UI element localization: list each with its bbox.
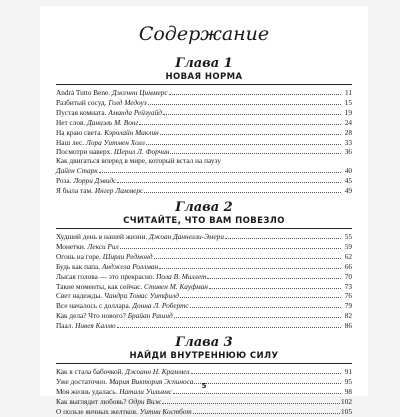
chapter-header	[40, 335, 368, 362]
chapter-label: Глава 1	[175, 56, 233, 71]
chapter-divider	[56, 84, 352, 85]
entry-title: Andrà Tutto Bene.	[56, 88, 111, 97]
toc-entry[interactable]	[56, 272, 352, 282]
toc-entry[interactable]	[56, 88, 352, 98]
chapter-divider	[56, 363, 352, 364]
entry-page: 28	[344, 127, 352, 137]
toc-entry[interactable]	[56, 118, 352, 128]
toc-entry[interactable]	[56, 232, 352, 242]
entry-title: Посмотри наверх.	[56, 147, 113, 157]
entry-page: 62	[344, 251, 352, 261]
entry-list	[56, 88, 352, 196]
entry-title: Огонь на горе.	[56, 251, 101, 261]
toc-entry[interactable]	[56, 321, 352, 331]
leader-dots	[193, 407, 340, 414]
entry-title: На краю света.	[56, 127, 103, 137]
entry-page: 95	[344, 376, 352, 386]
toc-title: Содержание	[138, 23, 270, 45]
leader-dots	[209, 282, 341, 289]
toc-entry[interactable]	[56, 252, 352, 262]
entry-author: Лекси Рил	[87, 241, 119, 251]
entry-title: Свет надежды.	[56, 291, 103, 301]
entry-page: 24	[344, 117, 352, 127]
leader-dots	[148, 98, 341, 105]
leader-dots	[120, 242, 341, 249]
toc-entry[interactable]	[56, 311, 352, 321]
entry-page: 76	[344, 291, 352, 301]
entry-author: Натали Уильямс	[119, 386, 173, 396]
leader-dots	[117, 321, 341, 328]
leader-dots	[117, 176, 341, 183]
toc-entry[interactable]	[56, 98, 352, 108]
entry-author: Стивен М. Кауфман	[143, 281, 208, 291]
entry-title: Роза.	[56, 176, 72, 186]
entry-page: 105	[341, 406, 352, 416]
book-page	[40, 6, 368, 416]
entry-title: Разбитый сосуд.	[56, 97, 107, 107]
toc-entry[interactable]	[56, 407, 352, 417]
entry-title: Такие моменты, как сейчас.	[56, 281, 143, 291]
entry-author: Лорри Дэвидс	[73, 176, 117, 186]
entry-page: 33	[344, 137, 352, 147]
entry-title: Как я стала бабочкой.	[56, 367, 124, 377]
page-number: 5	[201, 382, 207, 390]
toc-entry[interactable]	[56, 186, 352, 196]
entry-author: Джоанн Н. Краммел	[125, 367, 190, 377]
entry-author: Пола В. Миллет	[156, 271, 207, 281]
leader-dots	[191, 367, 342, 374]
entry-page: 40	[344, 166, 352, 176]
entry-title: Уже достаточно.	[56, 376, 108, 386]
entry-title: Пустая комната.	[56, 107, 107, 117]
entry-page: 45	[344, 176, 352, 186]
entry-page: 15	[344, 97, 352, 107]
toc-entry[interactable]	[56, 291, 352, 301]
entry-page: 82	[344, 311, 352, 321]
leader-dots	[159, 262, 341, 269]
entry-title: Я была там.	[56, 186, 93, 196]
entry-list	[56, 367, 352, 417]
entry-page: 11	[344, 88, 352, 97]
leader-dots	[154, 252, 341, 259]
entry-author: Чандра Томас Уитфилд	[103, 291, 179, 301]
toc-entry[interactable]	[56, 108, 352, 118]
entry-author: Ширли Редмонд	[102, 251, 153, 261]
chapter-name: СЧИТАЙТЕ, ЧТО ВАМ ПОВЕЗЛО	[123, 215, 285, 226]
chapter-header	[40, 56, 368, 83]
entry-author: Донна Л. Робертс	[132, 301, 189, 311]
toc-entry[interactable]	[56, 262, 352, 272]
entry-list	[56, 232, 352, 331]
entry-title: Как дела? Что нового?	[56, 311, 126, 321]
leader-dots	[99, 166, 341, 173]
entry-page: 79	[344, 301, 352, 311]
chapter-name: НАЙДИ ВНУТРЕННЮЮ СИЛУ	[129, 351, 279, 362]
entry-title: Наш лес.	[56, 137, 85, 147]
leader-dots	[180, 291, 341, 298]
toc-entry[interactable]	[56, 367, 352, 377]
entry-title: Моя жизнь удалась.	[56, 386, 118, 396]
entry-author: Шерил Л. Форчин	[113, 147, 170, 157]
entry-author: Нивея Калмо	[75, 321, 116, 331]
entry-title: Все началось с доллара.	[56, 301, 131, 311]
entry-author: Брайан Рашид	[127, 311, 173, 321]
leader-dots	[139, 118, 341, 125]
entry-title: Нет слов.	[56, 117, 86, 127]
toc-entry[interactable]	[56, 242, 352, 252]
entry-page: 98	[344, 386, 352, 396]
entry-author: Анджела Роллман	[101, 261, 159, 271]
toc-entry[interactable]	[56, 157, 352, 176]
toc-entry[interactable]	[56, 138, 352, 148]
toc-entry[interactable]	[56, 128, 352, 138]
entry-author: Дженни Циммерс	[111, 88, 168, 97]
leader-dots	[190, 301, 341, 308]
leader-dots	[163, 108, 341, 115]
entry-title: Худший день в нашей жизни.	[56, 231, 148, 241]
entry-author: Ингер Ламмерс	[94, 186, 144, 196]
entry-author: Даниэль М. Вонг	[87, 117, 139, 127]
entry-page: 73	[344, 281, 352, 291]
toc-entry[interactable]	[56, 282, 352, 292]
entry-author: Дайен Старк	[56, 166, 98, 176]
leader-dots	[170, 147, 341, 154]
entry-page: 49	[344, 186, 352, 196]
chapter-label: Глава 2	[175, 199, 233, 215]
leader-dots	[160, 128, 341, 135]
entry-author: Мария Виктория Эспиноса	[109, 376, 194, 386]
entry-page: 59	[344, 241, 352, 251]
entry-author: Голд Медоуз	[108, 97, 147, 107]
leader-dots	[162, 397, 340, 404]
entry-title: Как выглядит любовь?	[56, 396, 127, 406]
leader-dots	[225, 232, 341, 239]
entry-page: 55	[344, 231, 352, 241]
leader-dots	[146, 138, 341, 145]
entry-author: Джоан Даннелли-Эмери	[149, 231, 224, 241]
chapters-container	[40, 56, 368, 417]
chapter-name: НОВАЯ НОРМА	[165, 72, 243, 82]
entry-page: 91	[344, 367, 352, 377]
chapter-header	[40, 200, 368, 227]
entry-title: Монетки.	[56, 241, 86, 251]
chapter-label: Глава 3	[175, 335, 233, 351]
entry-page: 66	[344, 261, 352, 271]
entry-page: 36	[344, 147, 352, 157]
entry-author: Кэролайн Маклин	[104, 127, 159, 137]
entry-author: Уитни Костбот	[139, 406, 192, 416]
toc-entry[interactable]	[56, 176, 352, 186]
entry-title: Лысая голова — это прекрасно.	[56, 271, 155, 281]
entry-title: Паал.	[56, 321, 74, 331]
chapter-divider	[56, 228, 352, 229]
leader-dots	[144, 186, 341, 193]
entry-author: Лора Уитмен Холл	[85, 137, 145, 147]
entry-page: 102	[341, 396, 352, 406]
toc-entry[interactable]	[56, 397, 352, 407]
entry-title: Будь как папа.	[56, 261, 101, 271]
leader-dots	[174, 311, 341, 318]
entry-title: О пользе яичных желтков.	[56, 406, 138, 416]
entry-page: 70	[344, 271, 352, 281]
entry-title: Как двигаться вперед в мире, который встал на паузу	[56, 156, 221, 166]
leader-dots	[207, 272, 341, 279]
entry-author: Одри Виж	[128, 396, 162, 406]
entry-page: 19	[344, 107, 352, 117]
toc-entry[interactable]	[56, 301, 352, 311]
entry-page: 86	[344, 321, 352, 331]
entry-author: Аманда Рейзуайд	[108, 107, 162, 117]
leader-dots	[169, 88, 341, 95]
